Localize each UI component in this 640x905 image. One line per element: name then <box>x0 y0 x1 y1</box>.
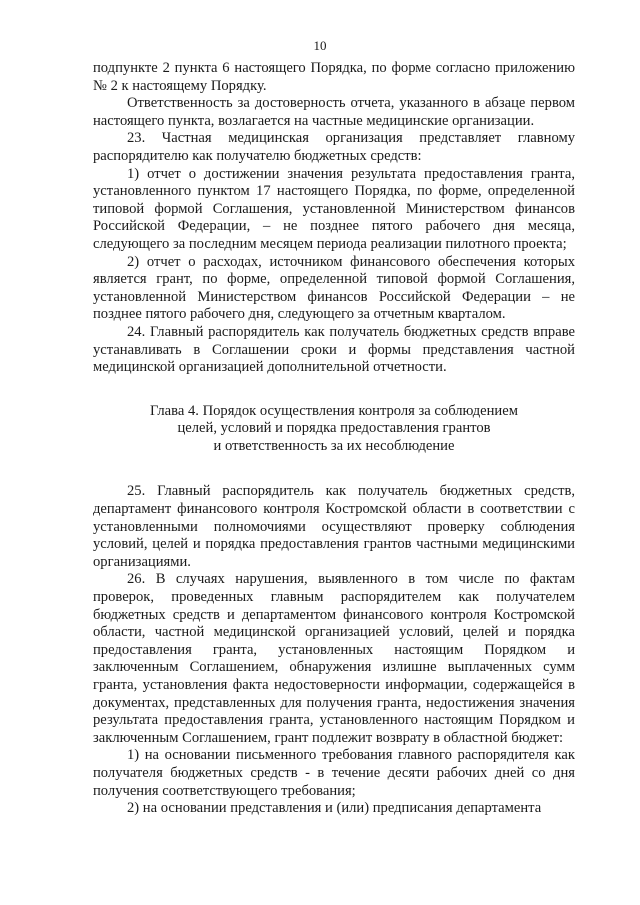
document-body <box>93 60 575 818</box>
paragraph-26-item-2: 2) на основании представления и (или) предписания департамента <box>127 800 542 817</box>
chapter-heading-line-2: целей, условий и порядка предоставления грантов <box>177 420 491 437</box>
paragraph-25: 25. Главный распорядитель как получатель бюджетных средств, департамент финансового контроля Костромской области в соответствии с установленными полномочиями осуществляют проверку соблюдения условий, целей и порядка предоставления грантов частными медицинскими организациями. <box>93 483 575 570</box>
paragraph-23: 23. Частная медицинская организация представляет главному распорядителю как получателю бюджетных средств: <box>93 130 575 164</box>
chapter-heading <box>93 403 575 456</box>
paragraph-24: 24. Главный распорядитель как получатель бюджетных средств вправе устанавливать в Соглашении сроки и формы представления частной медицинской организацией дополнительной отчетности. <box>93 323 575 376</box>
paragraph-23-item-2: 2) отчет о расходах, источником финансового обеспечения которых является грант, по форме, определенной типовой формой Соглашения, установленной Министерством финансов Российской Федерации – не позднее пятого рабочего дня, следующего за отчетным кварталом. <box>93 253 575 323</box>
spacer <box>93 377 575 403</box>
page-number: 10 <box>313 38 327 53</box>
paragraph-responsibility: Ответственность за достоверность отчета, указанного в абзаце первом настоящего пункта, возлагается на частные медицинские организации. <box>93 95 575 129</box>
spacer <box>93 455 575 483</box>
paragraph-26-item-1: 1) на основании письменного требования главного распорядителя как получателя бюджетных средств - в течение десяти рабочих дней со дня получения соответствующего требования; <box>93 747 575 799</box>
paragraph-continuation: подпункте 2 пункта 6 настоящего Порядка, по форме согласно приложению № 2 к настоящему Порядку. <box>93 60 575 94</box>
chapter-heading-line-1: Глава 4. Порядок осуществления контроля за соблюдением <box>150 402 518 419</box>
paragraph-26: 26. В случаях нарушения, выявленного в том числе по фактам проверок, проведенных главным распорядителем как получателем бюджетных средств и департаментом финансового контроля Костромской области, частной медицинской организацией условий, целей и порядка предоставления гранта, установленных настоящим Порядком и заключенным Соглашением, обнаружения излишне выплаченных сумм гранта, установления факта недостоверности информации, содержащейся в документах, представленных для получения гранта, недостижения значения результата предоставления гранта, установленного настоящим Порядком и заключенным Соглашением, грант подлежит возврату в областной бюджет: <box>93 571 575 746</box>
paragraph-23-item-1: 1) отчет о достижении значения результата предоставления гранта, установленного пунктом 17 настоящего Порядка, по форме, определенной типовой формой Соглашения, установленной Министерством финансов Российской Федерации, – не позднее пятого рабочего дня месяца, следующего за последним месяцем периода реализации пилотного проекта; <box>93 165 575 252</box>
chapter-heading-line-3: и ответственность за их несоблюдение <box>213 437 455 454</box>
